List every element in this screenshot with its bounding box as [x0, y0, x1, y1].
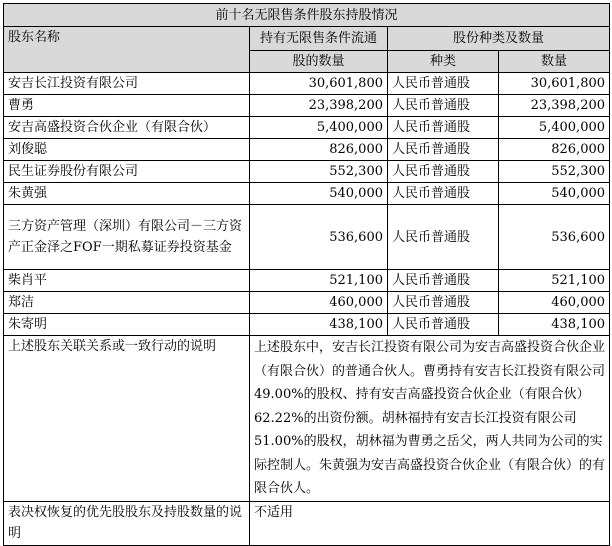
header-holder-name: 股东名称 — [4, 27, 250, 73]
shareholder-table — [3, 3, 610, 546]
table-row — [4, 161, 610, 183]
share-type: 人民币普通股 — [388, 73, 499, 95]
holder-name: 刘俊聪 — [4, 139, 250, 161]
holder-shares: 23,398,200 — [250, 95, 388, 117]
table-row — [4, 73, 610, 95]
holder-shares: 460,000 — [250, 292, 388, 314]
header-type-group: 股份种类及数量 — [388, 27, 610, 51]
share-type: 人民币普通股 — [388, 95, 499, 117]
table-row — [4, 292, 610, 314]
table-row — [4, 205, 610, 270]
holder-name: 三方资产管理（深圳）有限公司－三方资产正金泽之FOF一期私募证券投资基金 — [4, 205, 250, 270]
share-quantity: 460,000 — [499, 292, 610, 314]
holder-name: 安吉高盛投资合伙企业（有限合伙） — [4, 117, 250, 139]
preferred-label: 表决权恢复的优先股股东及持股数量的说明 — [4, 501, 250, 545]
table-row — [4, 270, 610, 292]
header-shares-line1: 持有无限售条件流通 — [250, 27, 388, 51]
table-row — [4, 117, 610, 139]
share-quantity: 5,400,000 — [499, 117, 610, 139]
holder-shares: 5,400,000 — [250, 117, 388, 139]
holder-shares: 826,000 — [250, 139, 388, 161]
holder-shares: 30,601,800 — [250, 73, 388, 95]
holder-name: 郑洁 — [4, 292, 250, 314]
preferred-text: 不适用 — [250, 501, 610, 545]
share-quantity: 521,100 — [499, 270, 610, 292]
holder-name: 曹勇 — [4, 95, 250, 117]
holder-name: 朱黄强 — [4, 183, 250, 205]
holder-shares: 536,600 — [250, 205, 388, 270]
share-type: 人民币普通股 — [388, 205, 499, 270]
share-type: 人民币普通股 — [388, 314, 499, 336]
share-quantity: 540,000 — [499, 183, 610, 205]
holder-name: 柴肖平 — [4, 270, 250, 292]
holder-shares: 540,000 — [250, 183, 388, 205]
share-type: 人民币普通股 — [388, 183, 499, 205]
holder-name: 安吉长江投资有限公司 — [4, 73, 250, 95]
share-type: 人民币普通股 — [388, 161, 499, 183]
table-title: 前十名无限售条件股东持股情况 — [4, 4, 610, 27]
table-row — [4, 139, 610, 161]
holder-shares: 521,100 — [250, 270, 388, 292]
table-row — [4, 183, 610, 205]
share-type: 人民币普通股 — [388, 139, 499, 161]
header-shares-line2: 股的数量 — [250, 51, 388, 73]
share-quantity: 30,601,800 — [499, 73, 610, 95]
share-type: 人民币普通股 — [388, 270, 499, 292]
relation-label: 上述股东关联关系或一致行动的说明 — [4, 336, 250, 502]
holder-shares: 552,300 — [250, 161, 388, 183]
header-type: 种类 — [388, 51, 499, 73]
holder-shares: 438,100 — [250, 314, 388, 336]
share-type: 人民币普通股 — [388, 292, 499, 314]
share-quantity: 552,300 — [499, 161, 610, 183]
holder-name: 朱寄明 — [4, 314, 250, 336]
share-quantity: 536,600 — [499, 205, 610, 270]
share-quantity: 23,398,200 — [499, 95, 610, 117]
relation-text: 上述股东中，安吉长江投资有限公司为安吉高盛投资合伙企业（有限合伙）的普通合伙人。曹勇持有安吉长江投资有限公司49.00%的股权、持有安吉高盛投资合伙企业（有限合伙）62.22%的出资份额。胡林福持有安吉长江投资有限公司51.00%的股权，胡林福为曹勇之岳父，两人共同为公司的实际控制人。朱黄强为安吉高盛投资合伙企业（有限合伙）的有限合伙人。 — [250, 336, 610, 502]
table-row — [4, 314, 610, 336]
holder-name: 民生证券股份有限公司 — [4, 161, 250, 183]
table-row — [4, 95, 610, 117]
header-quantity: 数量 — [499, 51, 610, 73]
share-quantity: 826,000 — [499, 139, 610, 161]
share-type: 人民币普通股 — [388, 117, 499, 139]
share-quantity: 438,100 — [499, 314, 610, 336]
